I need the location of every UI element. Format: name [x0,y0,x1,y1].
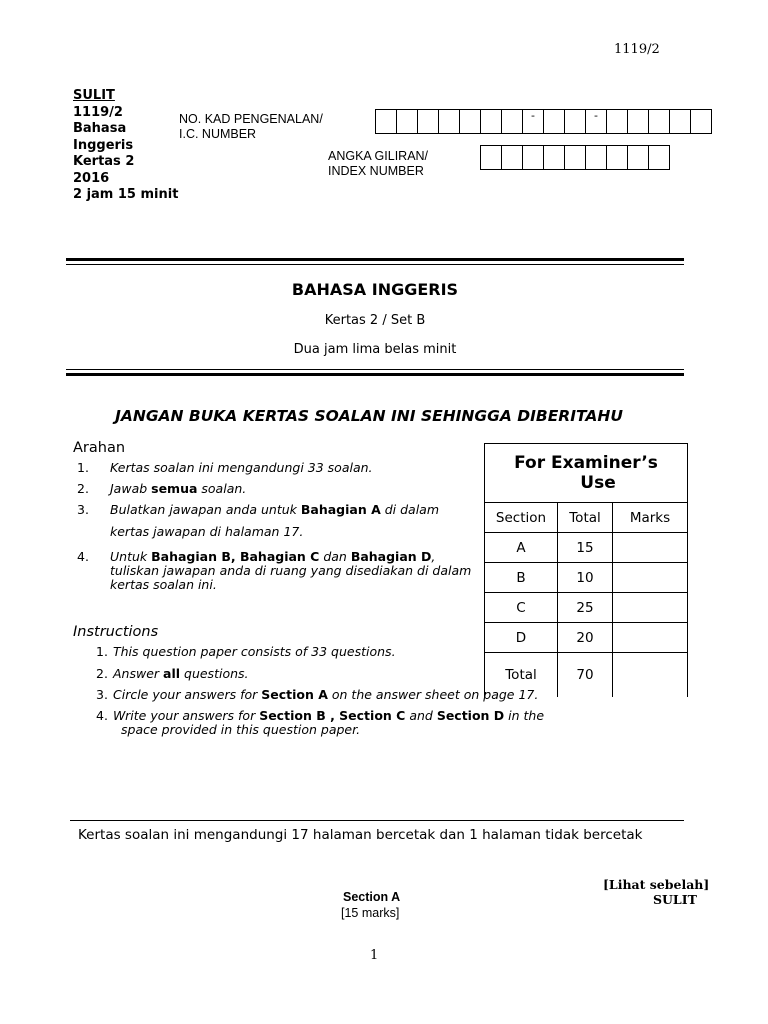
index-number-box[interactable] [607,145,628,170]
exam-duration: 2 jam 15 minit [73,187,179,202]
instruction-item-segment: all [163,666,181,681]
ic-number-box[interactable] [670,109,691,134]
col-header-marks: Marks [613,503,688,533]
subject-line2: Inggeris [73,137,134,153]
paper-code-top: 1119/2 [614,42,660,57]
examiner-table [484,443,688,697]
subject-title: BAHASA INGGERIS [291,280,459,299]
lihat-sebelah: [Lihat sebelah] [603,877,710,892]
sulit-label: SULIT [73,88,115,103]
index-number-label [328,149,428,179]
examiner-table-row [485,623,688,653]
marks-cell[interactable] [613,593,688,623]
warning-text: JANGAN BUKA KERTAS SOALAN INI SEHINGGA DIBERITAHU [115,407,623,425]
footer-rule [70,820,684,821]
index-number-box[interactable] [481,145,502,170]
instruction-item-text [113,666,249,682]
arahan-item-segment: kertas jawapan di halaman 17. [110,524,304,539]
arahan-item-number: 3. [77,502,89,517]
ic-number-box[interactable] [481,109,502,134]
ic-number-box[interactable] [691,109,712,134]
instruction-item-segment: Write your answers for [113,708,260,723]
instruction-item-text [121,722,360,738]
arahan-item-segment: Bahagian D [350,549,432,564]
col-header-section: Section [485,503,558,533]
col-header-total: Total [558,503,613,533]
arahan-item-segment: kertas soalan ini. [110,577,217,592]
index-number-box[interactable] [649,145,670,170]
title-rule-top-thick [66,258,684,261]
arahan-item-segment: , [431,549,436,564]
ic-number-box[interactable] [607,109,628,134]
examiner-table-row [485,653,688,698]
instruction-item-segment: This question paper consists of 33 questions. [113,644,396,659]
index-number-box[interactable] [565,145,586,170]
section-cell: A [485,533,558,563]
section-cell: D [485,623,558,653]
ic-number-box[interactable] [565,109,586,134]
instruction-item-number: 2. [96,666,108,681]
title-rule-bottom-thick [66,373,684,376]
examiner-title-line2: Use [580,473,616,493]
section-cell: B [485,563,558,593]
ic-label-line1: NO. KAD PENGENALAN/ [179,112,323,126]
total-cell: 10 [558,563,613,593]
paper-set: Kertas 2 / Set B [324,313,426,328]
index-number-field[interactable] [480,145,670,170]
section-a-title: Section A [343,890,401,904]
examiner-title-line1: For Examiner’s [514,453,658,473]
exam-year: 2016 [73,170,110,186]
arahan-item-segment: semua [151,481,198,496]
ic-number-box[interactable] [460,109,481,134]
ic-number-box[interactable] [649,109,670,134]
ic-number-box[interactable] [439,109,460,134]
index-number-box[interactable] [586,145,607,170]
section-cell: Total [485,653,558,698]
paper-info-block [73,88,178,204]
ic-label-line2: I.C. NUMBER [179,127,257,141]
ic-number-box[interactable] [397,109,418,134]
examiner-table-row [485,563,688,593]
subject-line1: Bahasa [73,121,127,136]
total-cell: 15 [558,533,613,563]
ic-number-label [179,112,323,142]
total-cell: 25 [558,593,613,623]
instruction-item-number: 3. [96,687,108,702]
pages-note: Kertas soalan ini mengandungi 17 halaman bercetak dan 1 halaman tidak bercetak [78,827,643,843]
arahan-item-text [110,502,439,518]
footer-sulit: SULIT [653,892,697,907]
instruction-item-segment: questions. [180,666,249,681]
index-label-line2: INDEX NUMBER [328,164,424,178]
arahan-item-number: 4. [77,549,89,564]
arahan-item-segment: tuliskan jawapan anda di ruang yang disediakan di dalam [110,563,472,578]
arahan-item-segment: Bahagian A [300,502,381,517]
arahan-item-number: 2. [77,481,89,496]
arahan-item-text [110,577,217,593]
arahan-item-segment: di dalam [380,502,440,517]
examiner-table-row [485,593,688,623]
ic-number-box[interactable] [376,109,397,134]
ic-number-box[interactable]: - [523,109,544,134]
instruction-item-segment: Section B , Section C [259,708,406,723]
ic-number-box[interactable] [502,109,523,134]
index-number-box[interactable] [544,145,565,170]
title-rule-top-thin [66,264,684,265]
total-cell: 70 [558,653,613,698]
arahan-item-segment: Jawab [110,481,152,496]
instruction-item-segment: Circle your answers for [113,687,262,702]
title-rule-bottom-thin [66,369,684,370]
ic-number-box[interactable] [418,109,439,134]
arahan-item-text [110,460,373,476]
ic-number-box[interactable] [544,109,565,134]
instruction-item-segment: Section A [261,687,328,702]
paper-number: Kertas 2 [73,154,135,169]
examiner-table-row [485,533,688,563]
instruction-item-segment: in the [504,708,545,723]
arahan-item-text [110,524,303,540]
index-number-box[interactable] [628,145,649,170]
arahan-item-number: 1. [77,460,89,475]
ic-number-box[interactable] [628,109,649,134]
arahan-item-segment: dan [319,549,351,564]
paper-code: 1119/2 [73,104,123,120]
total-cell: 20 [558,623,613,653]
arahan-item-segment: soalan. [197,481,247,496]
marks-cell[interactable] [613,653,688,698]
arahan-item-text [110,481,246,497]
instruction-item-segment: space provided in this question paper. [121,722,361,737]
index-label-line1: ANGKA GILIRAN/ [328,149,429,163]
instruction-item-segment: Answer [113,666,164,681]
arahan-item-segment: Bahagian B, Bahagian C [151,549,320,564]
instruction-item-number: 4. [96,708,108,723]
instructions-heading: Instructions [73,624,159,640]
instruction-item-segment: on the answer sheet on page 17. [327,687,539,702]
arahan-item-segment: Kertas soalan ini mengandungi 33 soalan. [110,460,373,475]
instruction-item-segment: Section D [436,708,505,723]
arahan-item-segment: Untuk [110,549,152,564]
ic-number-field[interactable] [375,109,712,134]
page-number: 1 [370,948,379,963]
section-a-marks: [15 marks] [341,906,400,920]
marks-cell[interactable] [613,623,688,653]
ic-number-box[interactable]: - [586,109,607,134]
index-number-box[interactable] [523,145,544,170]
instruction-item-segment: and [405,708,437,723]
marks-cell[interactable] [613,533,688,563]
duration-words: Dua jam lima belas minit [293,342,457,357]
marks-cell[interactable] [613,563,688,593]
arahan-heading: Arahan [73,440,126,456]
index-number-box[interactable] [502,145,523,170]
arahan-item-segment: Bulatkan jawapan anda untuk [110,502,301,517]
examiner-table-title [485,444,688,503]
instruction-item-number: 1. [96,644,108,659]
instruction-item-text [113,644,396,660]
section-cell: C [485,593,558,623]
instruction-item-text [113,687,538,703]
